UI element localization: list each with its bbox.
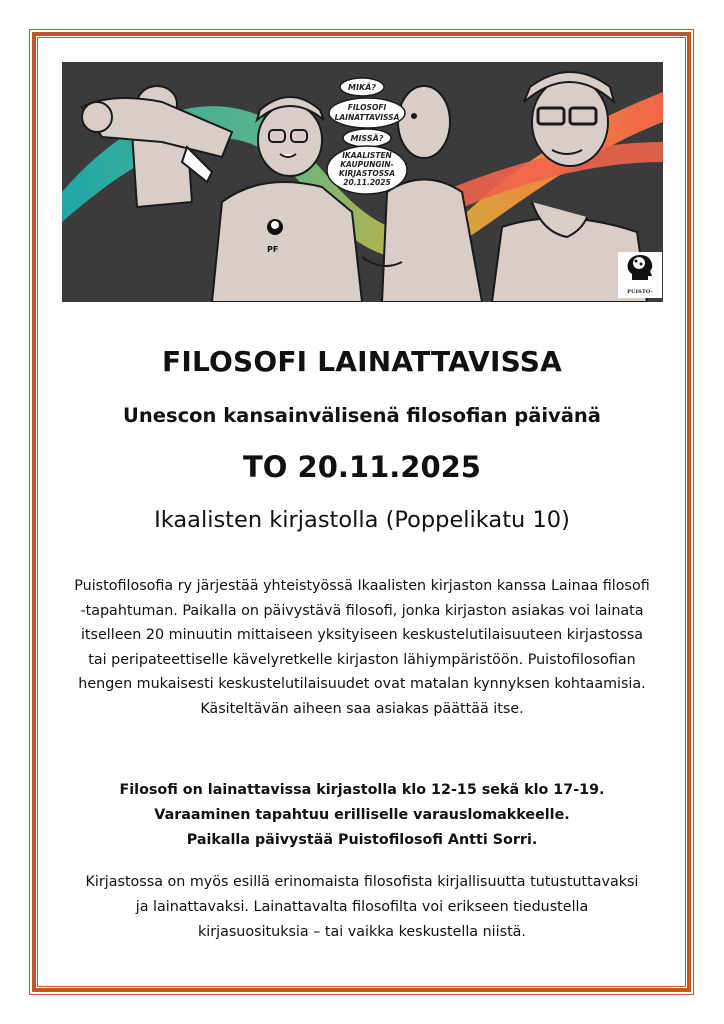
event-location: Ikaalisten kirjastolla (Poppelikatu 10) [154, 507, 570, 533]
comic-illustration [62, 62, 663, 302]
svg-text:KIRJASTOSSA: KIRJASTOSSA [338, 169, 396, 178]
svg-text:MISSÄ?: MISSÄ? [350, 134, 384, 143]
figure-carrying-person [82, 86, 232, 207]
host-line: Paikalla päivystää Puistofilosofi Antti Sorri. [186, 832, 538, 848]
subtitle: Unescon kansainvälisenä filosofian päivänä [123, 404, 601, 427]
svg-text:MIKÄ?: MIKÄ? [348, 83, 376, 92]
schedule-info [44, 778, 680, 853]
puistofilosofia-logo [618, 252, 662, 298]
svg-text:IKAALISTEN: IKAALISTEN [342, 151, 392, 160]
svg-text:KAUPUNGIN-: KAUPUNGIN- [340, 160, 394, 169]
svg-text:20.11.2025: 20.11.2025 [343, 178, 391, 187]
intro-paragraph [44, 574, 680, 721]
schedule-line: Filosofi on lainattavissa kirjastolla klo 12-15 sekä klo 17-19. [119, 782, 605, 798]
logo-text: PUISTO- [627, 289, 653, 295]
illustration-banner [62, 62, 663, 302]
event-date: TO 20.11.2025 [243, 450, 481, 484]
svg-text:LAINATTAVISSA: LAINATTAVISSA [334, 113, 400, 122]
speech-bubbles [327, 78, 407, 194]
closing-text: Kirjastossa on myös esillä erinomaista filosofista kirjallisuutta tutustuttavaksi ja lainattavaksi. Lainattavalta filosofilta voi erikseen tiedustella kirjasuosituksia – tai vaikka keskustella niistä. [85, 874, 639, 940]
booking-line: Varaaminen tapahtuu erilliselle varauslomakkeelle. [154, 807, 570, 823]
brain-head-icon [618, 252, 662, 286]
page-title: FILOSOFI LAINATTAVISSA [162, 345, 562, 378]
svg-text:PF: PF [267, 245, 279, 254]
svg-text:FILOSOFI: FILOSOFI [347, 103, 387, 112]
intro-text: Puistofilosofia ry järjestää yhteistyössä Ikaalisten kirjaston kanssa Lainaa filosofi -tapahtuman. Paikalla on päivystävä filosofi, jonka kirjaston asiakas voi lainata itselleen 20 minuutin mittaiseen yksityiseen keskustelutilaisuuteen kirjastossa tai peripateettiselle kävelyretkelle kirjaston lähiympäristöön. Puistofilosofian hengen mukaisesti keskustelutilaisuudet ovat matalan kynnyksen kohtaamisia. Käsiteltävän aiheen saa asiakas päättää itse. [74, 578, 650, 717]
closing-paragraph [44, 870, 680, 945]
